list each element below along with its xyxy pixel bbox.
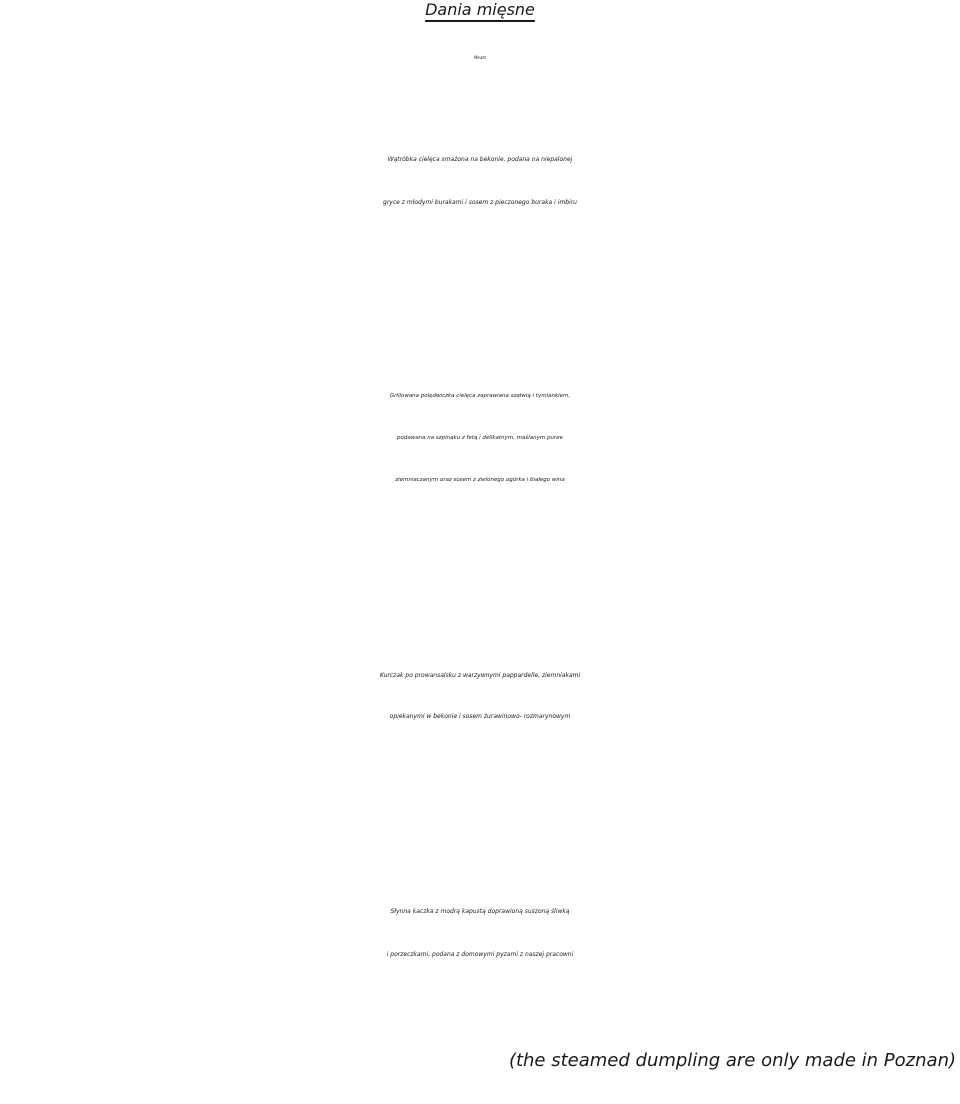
page-title: Dania mięsne (425, 0, 535, 19)
dish-note: (the steamed dumpling are only made in Poznan) (508, 1050, 956, 1071)
page-subtitle: Meats (473, 55, 486, 60)
dish-name-pl: i porzeczkami, podana z domowymi pyzami z naszej pracowni (386, 951, 574, 958)
dish-name-pl: Grillowana polędwiczka cielęca zaprawiana szałwią i tymiankiem, (389, 393, 571, 399)
dish-name-pl: Słynna kaczka z modrą kapustą doprawioną suszoną śliwką (390, 908, 570, 915)
dish-name-pl: podawana na szpinaku z fetą i delikatnym, maślanym puree (397, 435, 563, 441)
dish-name-pl: gryce z młodymi burakami i sosem z pieczonego buraka i imbiru (383, 199, 577, 206)
dish-name-pl: Wątróbka cielęca smażona na bekonie, podana na niepalonej (387, 156, 573, 163)
dish-name-pl: ziemniaczanym oraz sosem z zielonego ogórka i białego wina (395, 477, 565, 483)
dish-name-pl: opiekanymi w bekonie i sosem żurawinowo- rozmarynowym (389, 713, 571, 720)
dish-name-pl: Kurczak po prowansalsku z warzywnymi pappardelle, ziemniakami (379, 672, 581, 679)
